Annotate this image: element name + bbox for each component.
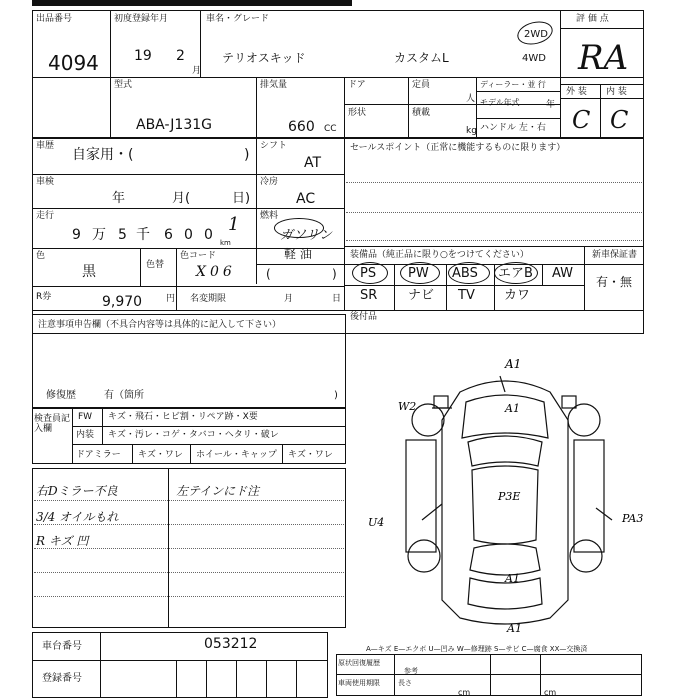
cm-unit: cm — [458, 688, 471, 697]
wheel-cap-label: ホイール・キャップ — [196, 450, 277, 460]
first-reg-month: 2 — [176, 48, 185, 64]
score-label: 評 価 点 — [576, 14, 609, 24]
car-roof — [472, 466, 538, 544]
first-reg-label: 初度登録年月 — [114, 14, 169, 24]
mileage-digit: 0 — [184, 227, 193, 243]
lot-number-label: 出品番号 — [36, 14, 73, 24]
year-unit: 年 — [546, 100, 556, 110]
recycle-value: 9,970 — [102, 294, 143, 310]
shift-label: シフト — [260, 141, 288, 151]
color-code-label: 色コード — [180, 251, 217, 261]
equip-ps: PS — [360, 266, 377, 281]
fuel-other: 軽 油 — [284, 247, 312, 261]
load-label: 積載 — [412, 108, 431, 118]
color-value: 黒 — [82, 264, 96, 280]
damage-mark: P3E — [498, 490, 521, 503]
bottom-cell: 原状回復履歴 — [338, 659, 380, 667]
first-reg-year: 19 — [134, 48, 152, 64]
km-unit: km — [220, 239, 231, 247]
model: ABA-J131G — [136, 117, 212, 133]
score: RA — [578, 38, 629, 78]
name-grade-label: 車名・グレード — [206, 14, 270, 24]
sales-point-label: セールスポイント（正常に機能するものに限ります） — [350, 143, 566, 153]
equip-aw: AW — [552, 266, 574, 281]
cm-unit: cm — [544, 688, 557, 697]
mileage-digit: 9 — [72, 227, 81, 243]
repair-value: 有（箇所 — [104, 390, 144, 401]
displacement: 660 — [288, 119, 315, 135]
bottom-cell: 参考 — [404, 667, 418, 675]
handwritten-note: 左テインにド注 — [176, 484, 260, 498]
equip-pw: PW — [408, 266, 429, 281]
right-door-panel — [574, 440, 604, 552]
door-mirror-state: キズ・ワレ — [138, 450, 183, 460]
equip-leather: カワ — [504, 288, 531, 303]
equip-navi: ナビ — [408, 288, 435, 303]
mileage-digit: 6 — [164, 227, 173, 243]
dealer-label: ディーラー・並 行 — [480, 80, 546, 89]
lot-number: 4094 — [48, 51, 99, 75]
cc-unit: CC — [324, 124, 337, 134]
bottom-cell: 車両使用期限 — [338, 679, 380, 687]
grade: カスタムL — [394, 51, 449, 65]
displacement-label: 排気量 — [260, 80, 288, 90]
handwritten-note: R キズ 凹 — [36, 534, 89, 548]
caution-label: 注意事項申告欄（不具合内容等は具体的に記入して下さい） — [38, 320, 282, 330]
name-change-month: 月 — [284, 294, 294, 304]
car-windshield — [468, 436, 542, 466]
door-label: ドア — [348, 80, 366, 90]
equip-sr: SR — [360, 288, 378, 303]
interior-row-label: 内装 — [76, 430, 95, 440]
bottom-right-table — [336, 654, 642, 696]
right-mirror — [562, 396, 576, 408]
fuel-value: ガソリン — [280, 228, 333, 243]
damage-mark: U4 — [368, 516, 385, 529]
handle-label: ハンドル 左・右 — [480, 123, 546, 133]
interior-row-text: キズ・汚レ・コゲ・タバコ・ヘタリ・破レ — [108, 430, 279, 440]
exterior-label: 外 装 — [566, 87, 587, 97]
kg-unit: kg — [466, 126, 477, 136]
shift-value: AT — [304, 155, 322, 171]
color-change-label: 色替 — [146, 260, 165, 270]
yen-unit: 円 — [166, 294, 176, 304]
bracket-open: ( — [266, 267, 271, 281]
rear-right-wheel — [570, 540, 602, 572]
bracket-close: ) — [332, 267, 337, 281]
color-label: 色 — [36, 251, 46, 261]
mileage-digit: 0 — [204, 227, 213, 243]
handwritten-note: 3/4 オイルもれ — [36, 510, 119, 524]
aftermarket-label: 後付品 — [350, 312, 378, 322]
damage-mark: PA3 — [622, 512, 644, 525]
name-change-label: 名変期限 — [190, 294, 227, 304]
chassis-number: 053212 — [204, 636, 258, 652]
interior-score: C — [610, 106, 629, 134]
rear-left-wheel — [408, 540, 440, 572]
legend: A—キズ E—エクボ U—凹み W—修理跡 S—サビ C—腐食 XX—交換済 — [366, 645, 588, 653]
person-unit: 人 — [466, 94, 476, 104]
inspection-day: 日) — [232, 191, 251, 206]
front-left-wheel — [412, 404, 444, 436]
mark-arrow — [500, 376, 505, 392]
equipment-label: 装備品（純正品に限り○をつけてください） — [350, 250, 529, 260]
door-mirror-label: ドアミラー — [76, 450, 121, 460]
warranty-label: 新車保証書 — [592, 250, 638, 260]
mileage-label: 走行 — [36, 211, 55, 221]
damage-mark: A1 — [505, 402, 520, 415]
interior-label: 内 装 — [606, 87, 627, 97]
damage-mark: A1 — [507, 622, 522, 635]
damage-mark: A1 — [505, 572, 520, 585]
damage-mark: A1 — [505, 357, 522, 371]
left-door-panel — [406, 440, 436, 552]
fw-text: キズ・飛石・ヒビ割・リペア跡・X要 — [108, 412, 258, 422]
inspection-label: 車検 — [36, 177, 55, 187]
history-close: ) — [244, 147, 250, 163]
recycle-label: R券 — [36, 292, 52, 302]
fw-label: FW — [78, 412, 93, 422]
model-label: 型式 — [114, 80, 133, 90]
history-label: 車歴 — [36, 141, 55, 151]
front-right-wheel — [568, 404, 600, 436]
fuel-label: 燃料 — [260, 211, 279, 221]
equip-airbag: エアB — [498, 266, 533, 281]
warranty-value: 有・無 — [596, 275, 633, 289]
color-code: X06 — [196, 264, 236, 280]
inspector-label: 検査員記入欄 — [34, 414, 71, 434]
exterior-score: C — [572, 106, 591, 134]
capacity-label: 定員 — [412, 80, 431, 90]
handwritten-note: 右Dミラー不良 — [36, 484, 118, 498]
ac-label: 冷房 — [260, 177, 279, 187]
mileage-digit: 1 — [228, 214, 240, 235]
drive-4wd: 4WD — [522, 53, 546, 64]
ac-value: AC — [296, 191, 316, 207]
inspection-year: 年 — [112, 191, 126, 206]
drive-2wd: 2WD — [524, 29, 548, 40]
repair-label: 修復歴 — [46, 390, 76, 401]
model-year-label: モデル年式 — [480, 98, 520, 107]
history-value: 自家用・( — [72, 147, 134, 163]
month-unit: 月 — [192, 66, 202, 76]
wheel-cap-state: キズ・ワレ — [288, 450, 333, 460]
mileage-digit: 5 — [118, 227, 127, 243]
bottom-cell: 長さ — [398, 679, 412, 687]
car-rear-window — [470, 544, 540, 575]
shape-label: 形状 — [348, 108, 367, 118]
inspection-month: 月( — [172, 191, 191, 206]
repair-close: ) — [334, 390, 338, 401]
car-name: テリオスキッド — [222, 51, 306, 65]
mark-arrow — [422, 504, 442, 520]
equip-abs: ABS — [452, 266, 478, 281]
equip-tv: TV — [458, 288, 475, 303]
name-change-day: 日 — [332, 294, 342, 304]
damage-mark: W2 — [398, 400, 417, 413]
mileage-digit: 万 — [92, 227, 106, 243]
registration-label: 登録番号 — [42, 673, 82, 684]
mileage-digit: 千 — [136, 227, 150, 243]
chassis-label: 車台番号 — [42, 641, 82, 652]
